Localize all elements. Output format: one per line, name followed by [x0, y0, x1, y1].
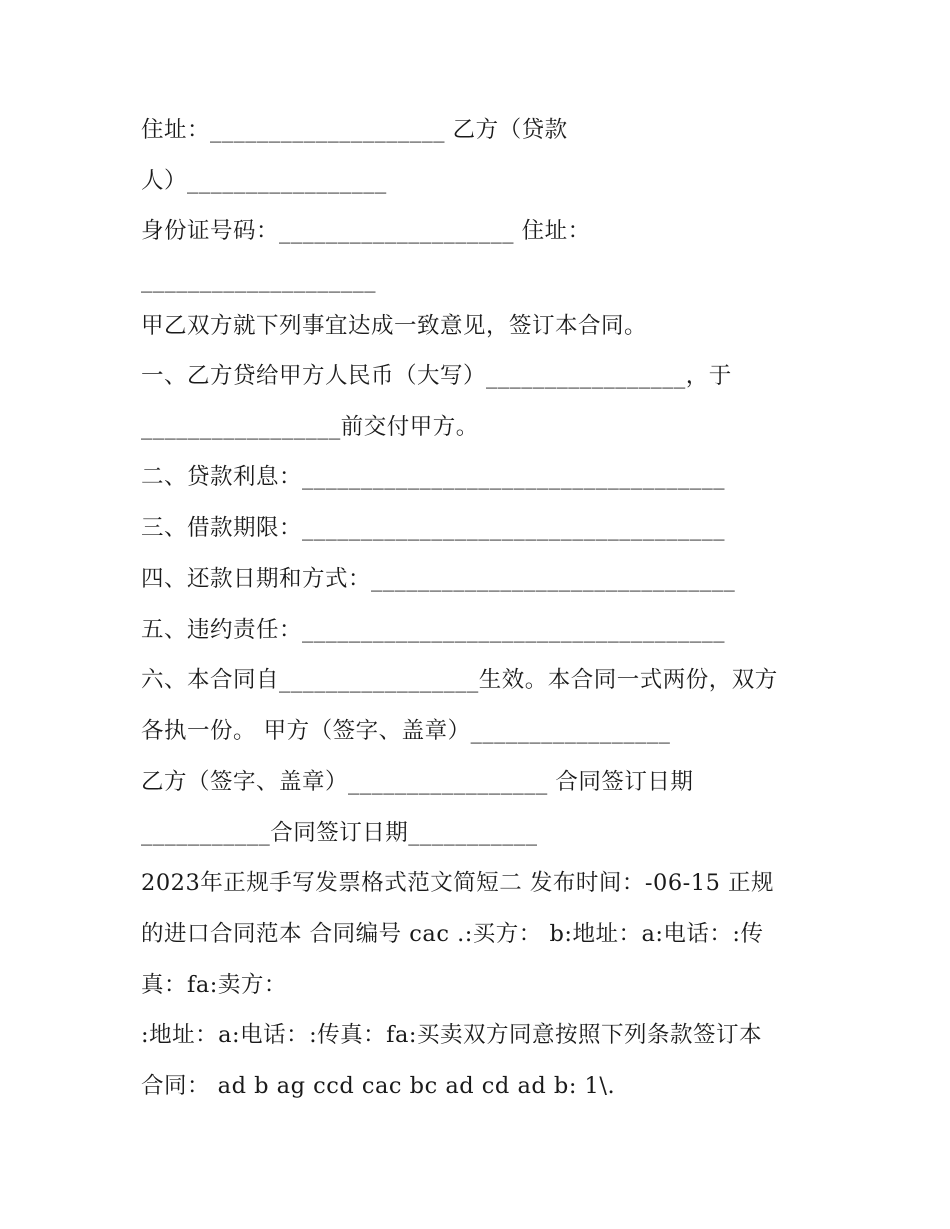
- text-line-clause-2: 二、贷款利息：____________________________________: [141, 464, 726, 490]
- text-line-clause-3: 三、借款期限：____________________________________: [141, 515, 726, 541]
- text-line-clause-1-cont: _________________前交付甲方。: [141, 414, 479, 440]
- text-line-article-title: 2023年正规手写发票格式范文简短二 发布时间：-06-15 正规: [141, 870, 775, 896]
- text-line-agreement-intro: 甲乙双方就下列事宜达成一致意见，签订本合同。: [141, 313, 648, 339]
- text-line-sign-dates: ___________合同签订日期___________: [141, 820, 538, 846]
- text-line-contract-number: 的进口合同范本 合同编号 cac .:买方： b:地址：a:电话：:传: [141, 921, 764, 947]
- text-line-contract-terms: 合同： ad b ag ccd cac bc ad cd ad b: 1\.: [141, 1073, 616, 1099]
- text-line-party-b-sign: 乙方（签字、盖章）_________________ 合同签订日期: [141, 769, 694, 795]
- text-line-address-party-b: 住址：____________________ 乙方（贷款: [141, 117, 568, 143]
- text-line-seller-address: :地址：a:电话：:传真：fa:买卖双方同意按照下列条款签订本: [141, 1022, 762, 1048]
- text-line-clause-4: 四、还款日期和方式：_______________________________: [141, 566, 736, 592]
- text-line-party-a-sign: 各执一份。 甲方（签字、盖章）_________________: [141, 718, 671, 744]
- text-line-clause-6: 六、本合同自_________________生效。本合同一式两份，双方: [141, 667, 778, 693]
- text-line-clause-5: 五、违约责任：____________________________________: [141, 617, 726, 643]
- text-line-fax-seller: 真：fa:卖方：: [141, 972, 287, 998]
- text-line-borrower: 人）_________________: [141, 168, 387, 194]
- text-line-clause-1: 一、乙方贷给甲方人民币（大写）_________________，于: [141, 363, 732, 389]
- text-line-id-number: 身份证号码：____________________ 住址：: [141, 218, 591, 244]
- text-line-address-blank: ____________________: [141, 267, 376, 293]
